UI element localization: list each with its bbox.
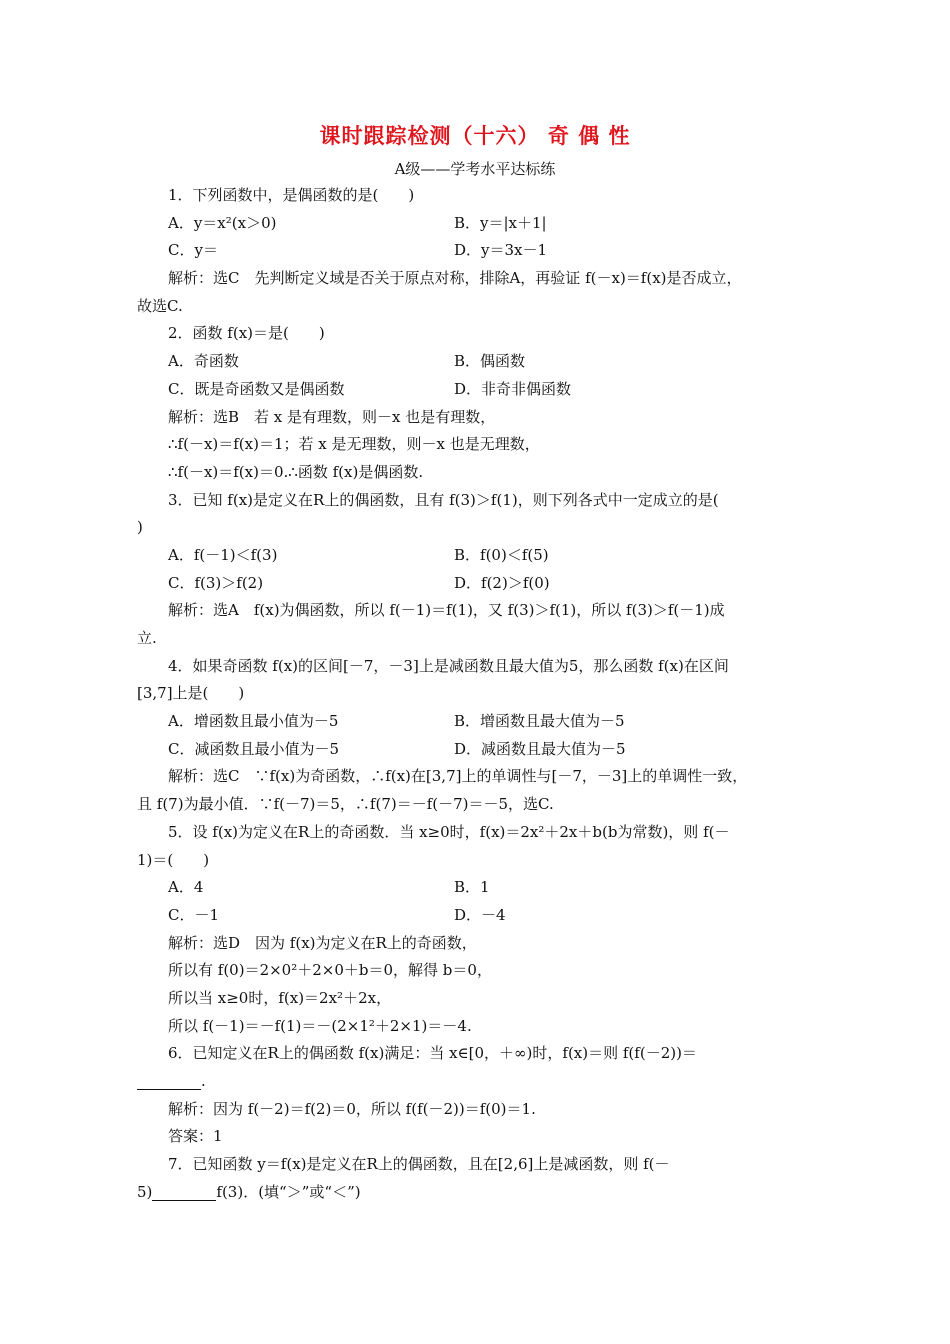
q2-analysis-line-1: 解析：选B 若 x 是有理数，则－x 也是有理数， xyxy=(168,407,496,426)
q3-stem-line-2: ) xyxy=(137,518,143,537)
q2-stem: 2．函数 f(x)＝是( ) xyxy=(168,324,325,343)
q5-option-b: B．1 xyxy=(454,878,490,897)
q4-option-d: D．减函数且最大值为－5 xyxy=(454,739,626,758)
q5-analysis-line-1: 解析：选D 因为 f(x)为定义在R上的奇函数， xyxy=(168,933,477,952)
q7-stem-line-2 xyxy=(137,1179,827,1207)
q2-option-b: B．偶函数 xyxy=(454,352,526,371)
q5-option-d: D．－4 xyxy=(454,905,506,924)
q3-analysis-line-2: 立. xyxy=(137,629,157,647)
q6-analysis: 解析：因为 f(－2)＝f(2)＝0，所以 f(f(－2))＝f(0)＝1. xyxy=(168,1099,536,1118)
q7-stem-line-1: 7．已知函数 y＝f(x)是定义在R上的偶函数，且在[2,6]上是减函数，则 f(－ xyxy=(168,1155,670,1174)
q2-options-row-1 xyxy=(137,348,827,376)
q7-stem-suffix: f(3)．(填“＞”或“＜”) xyxy=(216,1182,361,1201)
q7-answer-blank xyxy=(152,1182,216,1201)
q7-stem-prefix: 5) xyxy=(137,1182,153,1201)
q4-stem-line-1: 4．如果奇函数 f(x)的区间[－7，－3]上是减函数且最大值为5，那么函数 f(x)在区间 xyxy=(168,656,729,675)
q1-option-d: D．y＝3x－1 xyxy=(454,241,548,260)
q4-options-row-2 xyxy=(137,736,827,764)
q4-options-row-1 xyxy=(137,708,827,736)
q5-analysis-line-2: 所以有 f(0)＝2×0²＋2×0＋b＝0，解得 b＝0， xyxy=(168,961,492,980)
q1-stem: 1．下列函数中，是偶函数的是( ) xyxy=(168,186,415,204)
q5-stem-line-2: 1)＝( ) xyxy=(137,850,210,869)
q5-options-row-1 xyxy=(137,874,827,902)
q5-option-a: A．4 xyxy=(168,878,204,897)
q2-analysis-line-2: ∴f(－x)＝f(x)＝1；若 x 是无理数，则－x 也是无理数， xyxy=(168,435,540,454)
q3-options-row-2 xyxy=(137,570,827,598)
q2-option-d: D．非奇非偶函数 xyxy=(454,379,572,398)
q3-stem-line-1: 3．已知 f(x)是定义在R上的偶函数，且有 f(3)＞f(1)，则下列各式中一定成立的是( xyxy=(168,490,719,509)
q4-analysis-line-2: 且 f(7)为最小值．∵f(－7)＝5，∴f(7)＝－f(－7)＝－5，选C. xyxy=(137,795,554,814)
q6-stem-line-1: 6．已知定义在R上的偶函数 f(x)满足：当 x∈[0，＋∞)时，f(x)＝则 f(f(－2))＝ xyxy=(168,1044,697,1063)
q1-analysis-line-1: 解析：选C 先判断定义域是否关于原点对称，排除A，再验证 f(－x)＝f(x)是否成立， xyxy=(168,269,742,288)
q1-option-c: C．y＝ xyxy=(168,241,218,260)
q5-analysis-line-4: 所以 f(－1)＝－f(1)＝－(2×1²＋2×1)＝－4. xyxy=(168,1016,472,1035)
q1-analysis-line-2: 故选C. xyxy=(137,296,183,315)
q2-options-row-2 xyxy=(137,376,827,404)
q2-option-a: A．奇函数 xyxy=(168,352,239,371)
q5-option-c: C．－1 xyxy=(168,905,220,924)
q6-stem-line-2 xyxy=(137,1068,827,1096)
q1-options-row-1 xyxy=(137,210,827,238)
q4-option-a: A．增函数且最小值为－5 xyxy=(168,712,339,731)
q3-option-c: C．f(3)＞f(2) xyxy=(168,573,264,592)
q4-option-b: B．增函数且最大值为－5 xyxy=(454,712,625,731)
q2-analysis-line-3: ∴f(－x)＝f(x)＝0.∴函数 f(x)是偶函数. xyxy=(168,462,424,481)
q5-options-row-2 xyxy=(137,902,827,930)
q5-stem-line-1: 5．设 f(x)为定义在R上的奇函数．当 x≥0时，f(x)＝2x²＋2x＋b(b为常数)，则 f(－ xyxy=(168,822,730,841)
page-title: 课时跟踪检测（十六） 奇 偶 性 xyxy=(319,124,631,148)
q3-option-a: A．f(－1)＜f(3) xyxy=(168,545,278,564)
q4-analysis-line-1: 解析：选C ∵f(x)为奇函数，∴f(x)在[3,7]上的单调性与[－7，－3]上的单调性一致， xyxy=(168,767,748,786)
q3-analysis-line-1: 解析：选A f(x)为偶函数，所以 f(－1)＝f(1)，又 f(3)＞f(1)，所以 f(3)＞f(－1)成 xyxy=(168,601,725,620)
q2-option-c: C．既是奇函数又是偶函数 xyxy=(168,379,345,398)
q6-answer: 答案：1 xyxy=(168,1127,223,1146)
q3-options-row-1 xyxy=(137,542,827,570)
q4-option-c: C．减函数且最小值为－5 xyxy=(168,739,340,758)
question-list xyxy=(137,182,827,1206)
q1-option-a: A．y＝x²(x＞0) xyxy=(168,213,277,232)
q1-option-b: B．y＝|x＋1| xyxy=(454,213,547,232)
q1-options-row-2 xyxy=(137,237,827,265)
q5-analysis-line-3: 所以当 x≥0时，f(x)＝2x²＋2x， xyxy=(168,988,392,1007)
q4-stem-line-2: [3,7]上是( ) xyxy=(137,684,245,703)
q6-stem-period: . xyxy=(201,1072,206,1090)
q3-option-b: B．f(0)＜f(5) xyxy=(454,545,549,564)
q6-answer-blank xyxy=(137,1071,201,1090)
q3-option-d: D．f(2)＞f(0) xyxy=(454,573,550,592)
section-heading: A级——学考水平达标练 xyxy=(394,160,556,178)
